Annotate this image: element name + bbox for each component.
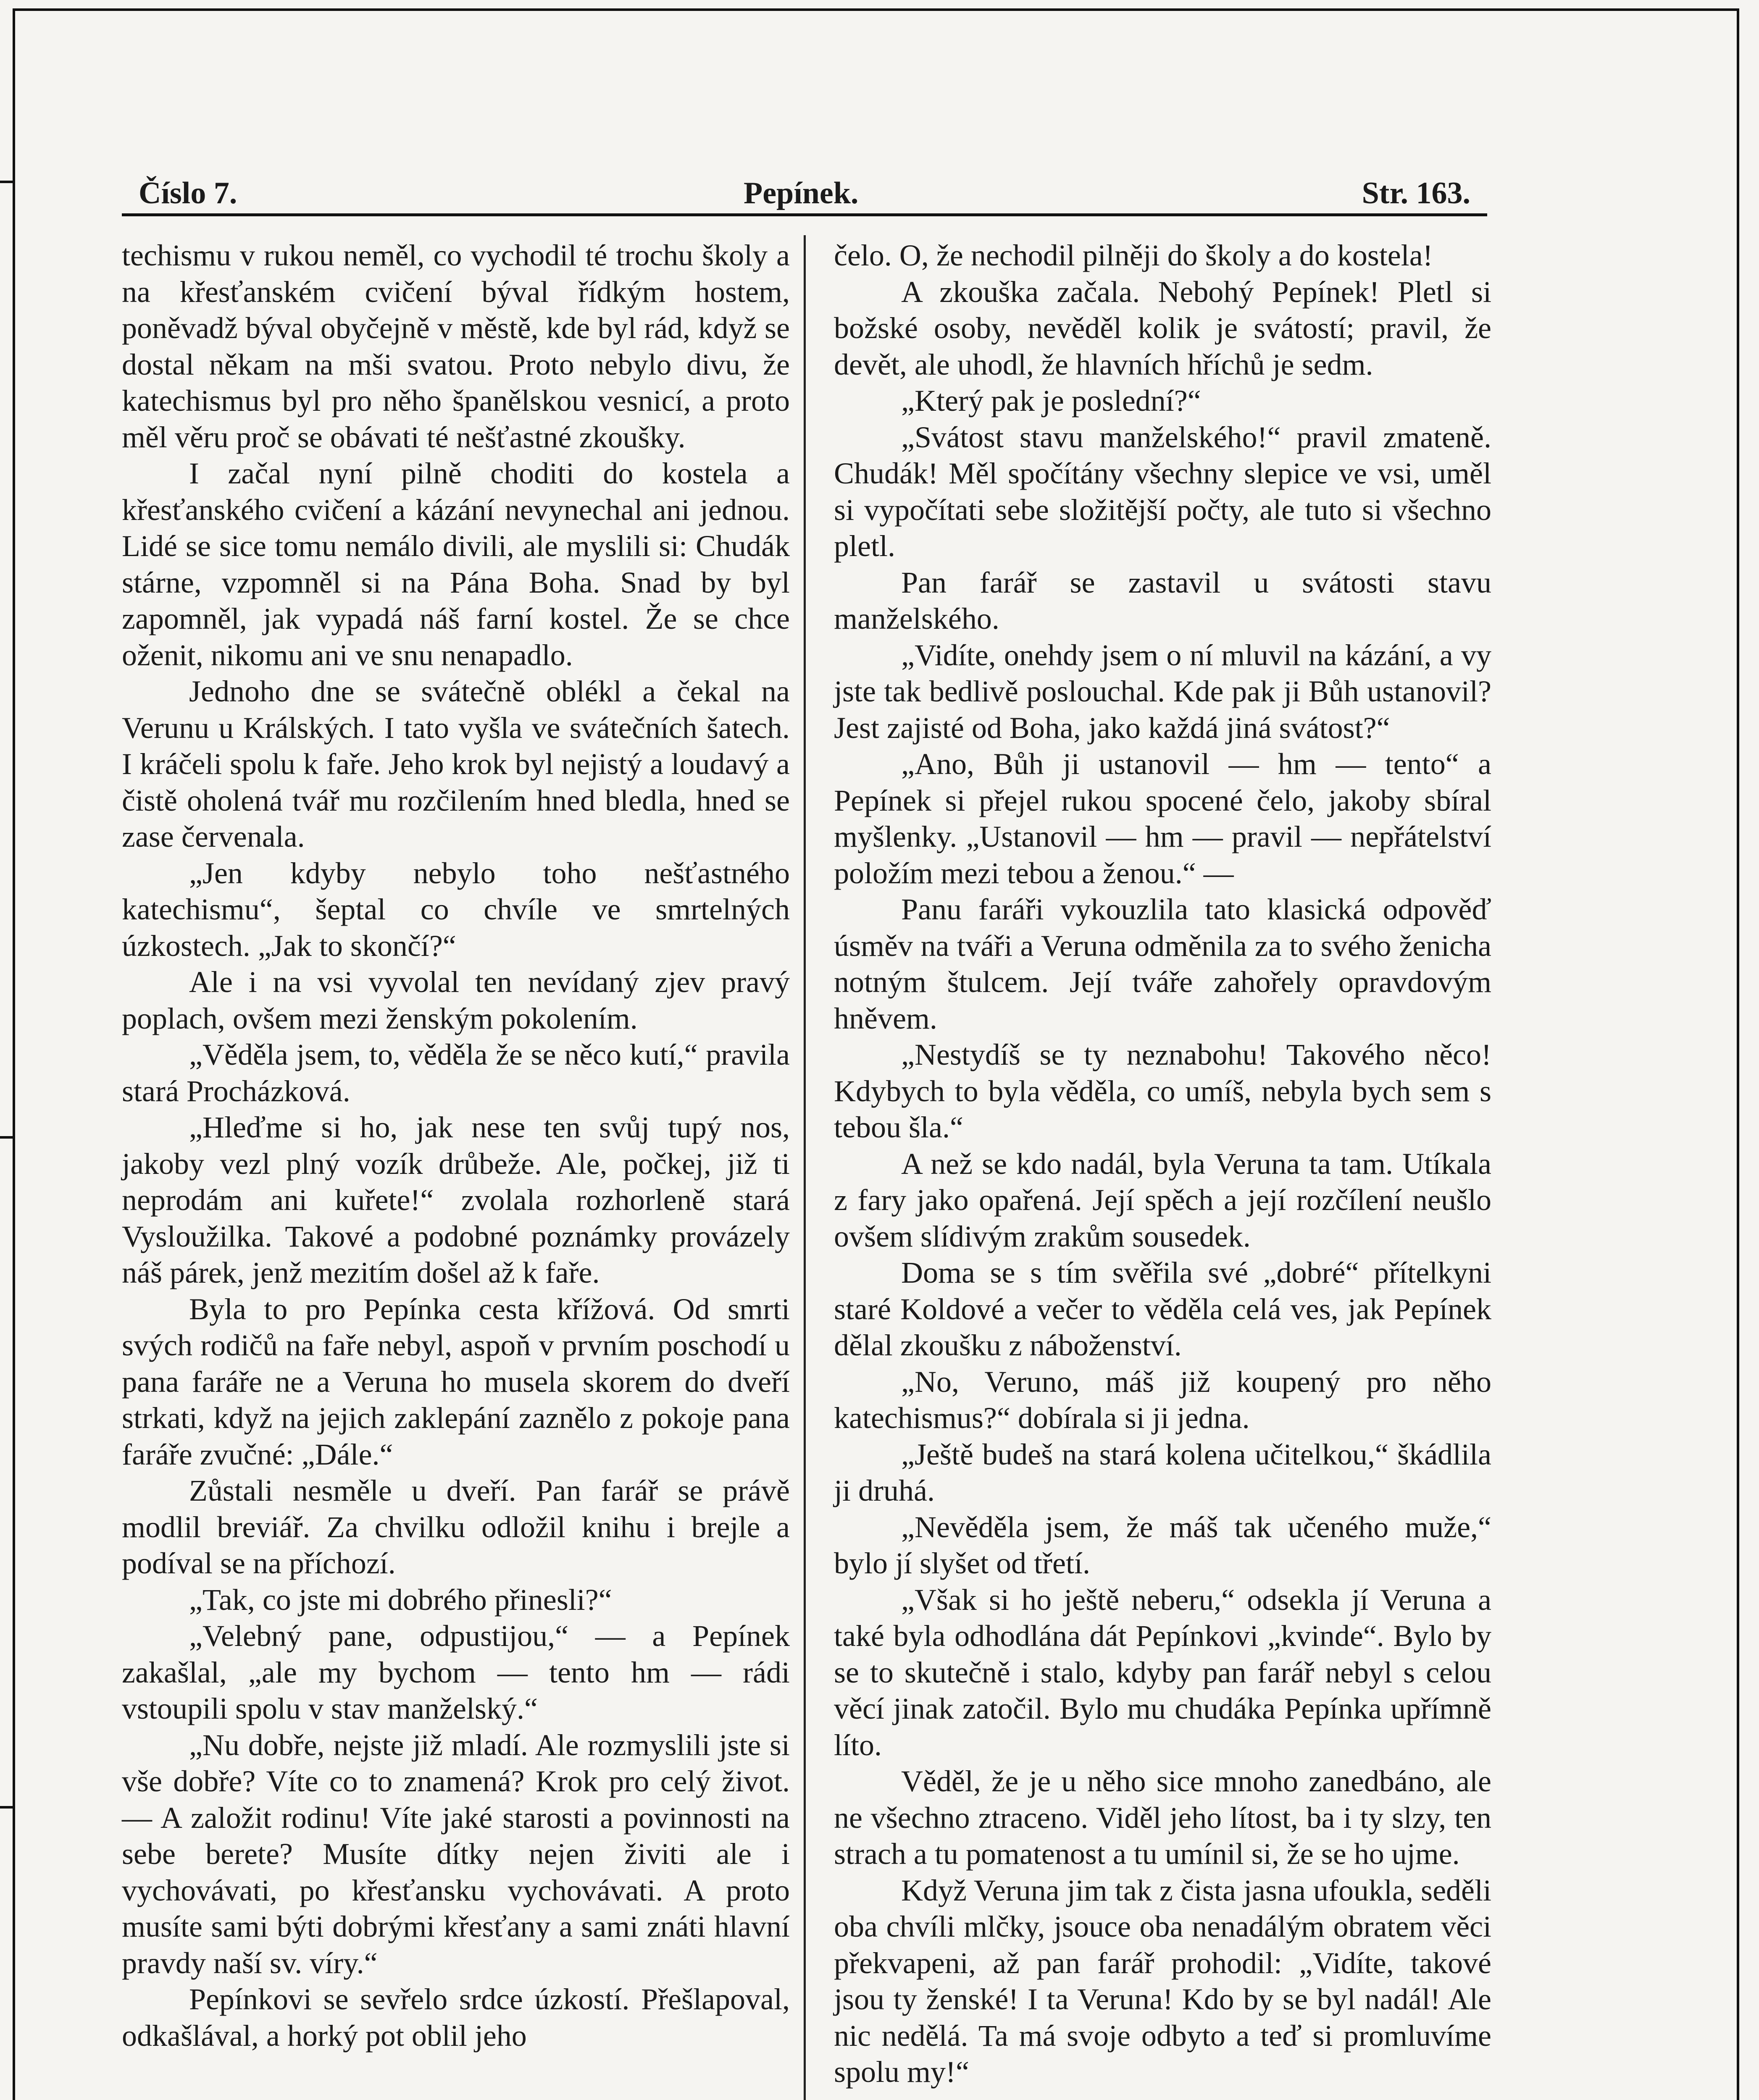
paragraph: A než se kdo nadál, byla Veruna ta tam. Utíkala z fary jako opařená. Její spěch a její rozčílení neušlo ovšem slídivým zrakům sousedek. [834,1147,1491,1253]
paragraph: čelo. O, že nechodil pilněji do školy a do kostela! [834,239,1433,272]
paragraph: „Svátost stavu manželského!“ pravil zmateně. Chudák! Měl spočítány všechny slepice ve vsi, uměl si vypočítati sebe složitější počty, ale tuto si všechno pletl. [834,420,1491,563]
paragraph: I začal nyní pilně choditi do kostela a křesťanského cvičení a kázání nevynechal ani jednou. Lidé se sice tomu nemálo divili, ale myslili si: Chudák stárne, vzpomněl si na Pána Boha. Snad by byl zapomněl, jak vypadá náš farní kostel. Že se chce oženit, nikomu ani ve snu nenapadlo. [122,457,790,672]
paragraph: „Hleďme si ho, jak nese ten svůj tupý nos, jakoby vezl plný vozík drůbeže. Ale, počkej, již ti neprodám ani kuřete!“ zvolala rozhorleně stará Vysloužilka. Takové a podobné poznámky provázely náš párek, jenž mezitím došel až k faře. [122,1110,790,1289]
paragraph: „Však si ho ještě neberu,“ odsekla jí Veruna a také byla odhodlána dát Pepínkovi „kvinde“. Bylo by se to skutečně i stalo, kdyby pan farář nebyl s celou věcí jinak zatočil. Bylo mu chudáka Pepínka upřímně líto. [834,1583,1491,1762]
paragraph: Jednoho dne se svátečně oblékl a čekal na Verunu u Králských. I tato vyšla ve svátečních šatech. I kráčeli spolu k faře. Jeho krok byl nejistý a loudavý a čistě oholená tvář mu rozčilením hned bledla, hned se zase červenala. [122,675,790,853]
paragraph: „Velebný pane, odpustijou,“ — a Pepínek zakašlal, „ale my bychom — tento hm — rádi vstoupili spolu v stav manželský.“ [122,1619,790,1725]
left-column [122,237,790,2054]
paragraph: Zůstali nesměle u dveří. Pan farář se právě modlil breviář. Za chvilku odložil knihu i brejle a podíval se na příchozí. [122,1474,790,1580]
paragraph: „No, Veruno, máš již koupený pro něho katechismus?“ dobírala si ji jedna. [834,1365,1491,1435]
page-number: Str. 163. [1362,176,1470,210]
paragraph: A zkouška začala. Nebohý Pepínek! Pletl si božské osoby, nevěděl kolik je svátostí; pravil, že devět, ale uhodl, že hlavních hříchů je sedm. [834,275,1491,381]
paragraph: „Nevěděla jsem, že máš tak učeného muže,“ bylo jí slyšet od třetí. [834,1510,1491,1580]
paragraph: Ale i na vsi vyvolal ten nevídaný zjev pravý poplach, ovšem mezi ženským pokolením. [122,965,790,1035]
paragraph: „Ano, Bůh ji ustanovil — hm — tento“ a Pepínek si přejel rukou spocené čelo, jakoby sbíral myšlenky. „Ustanovil — hm — pravil — nepřátelství položím mezi tebou a ženou.“ — [834,747,1491,890]
paragraph: „Nestydíš se ty neznabohu! Takového něco! Kdybych to byla věděla, co umíš, nebyla bych sem s tebou šla.“ [834,1038,1491,1144]
paragraph: Doma se s tím svěřila své „dobré“ přítelkyni staré Koldové a večer to věděla celá ves, jak Pepínek dělal zkoušku z náboženství. [834,1256,1491,1362]
column-divider [804,235,806,2100]
margin-mark [0,181,15,183]
paragraph: „Který pak je poslední?“ [901,384,1201,417]
paragraph: „Tak, co jste mi dobrého přinesli?“ [189,1583,612,1617]
margin-mark [0,1806,15,1809]
right-column [834,237,1491,2090]
paragraph: Pepínkovi se sevřelo srdce úzkostí. Přešlapoval, odkašlával, a horký pot oblil jeho [122,1982,790,2053]
paragraph: „Nu dobře, nejste již mladí. Ale rozmyslili jste si vše dobře? Víte co to znamená? Krok pro celý život. — A založit rodinu! Víte jaké starosti a povinnosti na sebe berete? Musíte dítky nejen živiti ale i vychovávati, po křesťansku vychovávati. A proto musíte sami býti dobrými křesťany a sami znáti hlavní pravdy naší sv. víry.“ [122,1728,790,1980]
page-header [122,176,1479,213]
paragraph: Panu faráři vykouzlila tato klasická odpověď úsměv na tváři a Veruna odměnila za to svého ženicha notným štulcem. Její tváře zahořely opravdovým hněvem. [834,892,1491,1035]
running-title: Pepínek. [744,176,859,210]
paragraph: Věděl, že je u něho sice mnoho zanedbáno, ale ne všechno ztraceno. Viděl jeho lítost, ba i ty slzy, ten strach a tu pomatenost a tu umínil si, že se ho ujme. [834,1764,1491,1871]
paragraph: „Ještě budeš na stará kolena učitelkou,“ škádlila ji druhá. [834,1437,1491,1507]
header-rule [122,213,1487,216]
paragraph: Když Veruna jim tak z čista jasna ufoukla, seděli oba chvíli mlčky, jsouce oba nenadálým obratem věci překvapeni, až pan farář prohodil: „Vidíte, takové jsou ty ženské! I ta Veruna! Kdo by se byl nadál! Ale nic nedělá. Ta má svoje odbyto a teď si promluvíme spolu my!“ [834,1873,1491,2089]
paragraph: „Jen kdyby nebylo toho nešťastného katechismu“, šeptal co chvíle ve smrtelných úzkostech. „Jak to skončí?“ [122,856,790,963]
paragraph: Pan farář se zastavil u svátosti stavu manželského. [834,565,1491,635]
paragraph: „Vidíte, onehdy jsem o ní mluvil na kázání, a vy jste tak bedlivě poslouchal. Kde pak ji Bůh ustanovil? Jest zajisté od Boha, jako každá jiná svátost?“ [834,638,1491,745]
issue-number: Číslo 7. [139,176,237,210]
margin-mark [0,1136,15,1139]
paragraph: „Věděla jsem, to, věděla že se něco kutí,“ pravila stará Procházková. [122,1038,790,1108]
paragraph: techismu v rukou neměl, co vychodil té trochu školy a na křesťanském cvičení býval řídkým hostem, poněvadž býval obyčejně v městě, kde byl rád, když se dostal někam na mši svatou. Proto nebylo divu, že katechismus byl pro něho španělskou vesnicí, a proto měl věru proč se obávati té nešťastné zkoušky. [122,239,790,454]
paragraph: Byla to pro Pepínka cesta křížová. Od smrti svých rodičů na faře nebyl, aspoň v prvním poschodí u pana faráře ne a Veruna ho musela skorem do dveří strkati, když na jejich zaklepání zaznělo z pokoje pana faráře zvučné: „Dále.“ [122,1292,790,1471]
